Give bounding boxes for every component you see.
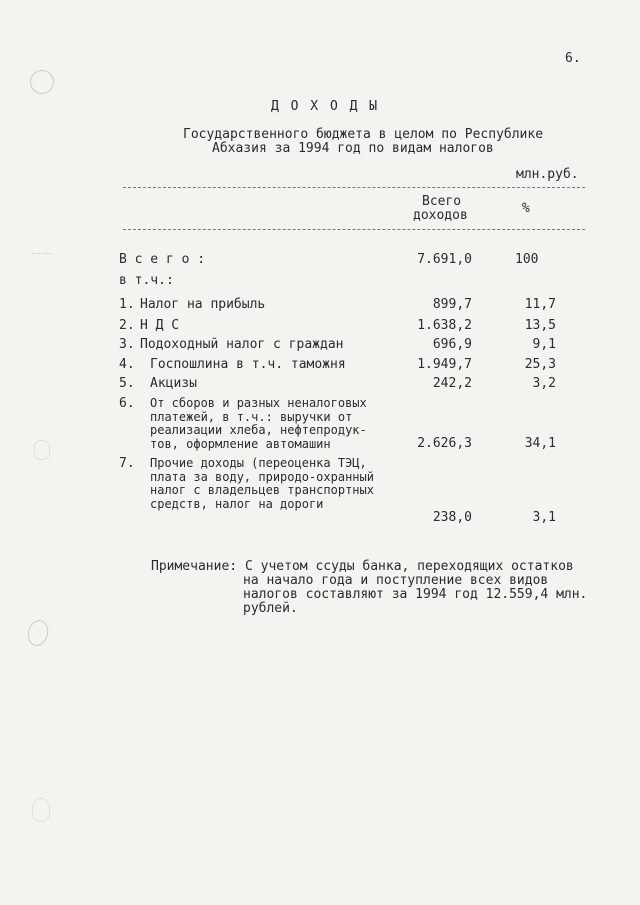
row-value: 238,0 (432, 510, 472, 525)
row-label: Н Д С (140, 318, 180, 333)
row-value: 1.638,2 (417, 318, 472, 333)
row-percent: 25,3 (524, 357, 556, 372)
row-number: 6. (119, 396, 135, 411)
margin-stamp-mark (25, 618, 51, 648)
row-value: 242,2 (432, 376, 472, 391)
total-row-label: В с е г о : (119, 252, 206, 267)
including-label: в т.ч.: (119, 273, 174, 288)
row-label: От сборов и разных неналоговых платежей, в т.ч.: выручки от реализации хлеба, нефтепродук-тов, оформление автомашин (150, 396, 367, 451)
row-value: 899,7 (432, 297, 472, 312)
note-text-line2: на начало года и поступление всех видов (243, 573, 549, 588)
document-subtitle-line1: Государственного бюджета в целом по Республике (183, 127, 544, 142)
column-header-total-line1: Всего (422, 194, 462, 209)
margin-stamp-mark (32, 243, 52, 254)
document-title: Д О Х О Д Ы (271, 99, 380, 114)
row-value: 2.626,3 (417, 436, 472, 451)
note-text-line3: налогов составляют за 1994 год 12.559,4 млн. (243, 587, 588, 602)
header-rule-top (123, 187, 585, 188)
row-label: Налог на прибыль (140, 297, 266, 312)
header-rule-bottom (123, 229, 585, 230)
column-header-percent: % (522, 201, 530, 216)
row-label: Подоходный налог с граждан (140, 337, 344, 352)
note-label: Примечание: (151, 559, 238, 574)
row-percent: 9,1 (532, 337, 556, 352)
row-value: 696,9 (432, 337, 472, 352)
row-number: 2. (119, 318, 135, 333)
row-percent: 13,5 (524, 318, 556, 333)
row-number: 3. (119, 337, 135, 352)
row-percent: 3,1 (532, 510, 556, 525)
row-number: 7. (119, 456, 135, 471)
row-percent: 11,7 (524, 297, 556, 312)
column-header-total-line2: доходов (413, 208, 468, 223)
note-text-line4: рублей. (243, 601, 298, 616)
total-row-percent: 100 (515, 252, 539, 267)
note-text-line1: С учетом ссуды банка, переходящих остатков (245, 559, 574, 574)
row-label: Прочие доходы (переоценка ТЭЦ, плата за воду, природо-охранный налог с владельцев транспортных средств, налог на дороги (150, 456, 374, 511)
margin-stamp-mark (34, 440, 50, 460)
row-label: Госпошлина в т.ч. таможня (150, 357, 346, 372)
document-subtitle-line2: Абхазия за 1994 год по видам налогов (212, 141, 494, 156)
page-number: 6. (565, 51, 581, 66)
row-label: Акцизы (150, 376, 197, 391)
row-number: 5. (119, 376, 135, 391)
margin-stamp-mark (27, 67, 58, 98)
row-percent: 3,2 (532, 376, 556, 391)
row-percent: 34,1 (524, 436, 556, 451)
units-label: млн.руб. (516, 167, 579, 182)
total-row-value: 7.691,0 (417, 252, 472, 267)
row-number: 1. (119, 297, 135, 312)
margin-stamp-mark (32, 798, 50, 822)
row-value: 1.949,7 (417, 357, 472, 372)
row-number: 4. (119, 357, 135, 372)
